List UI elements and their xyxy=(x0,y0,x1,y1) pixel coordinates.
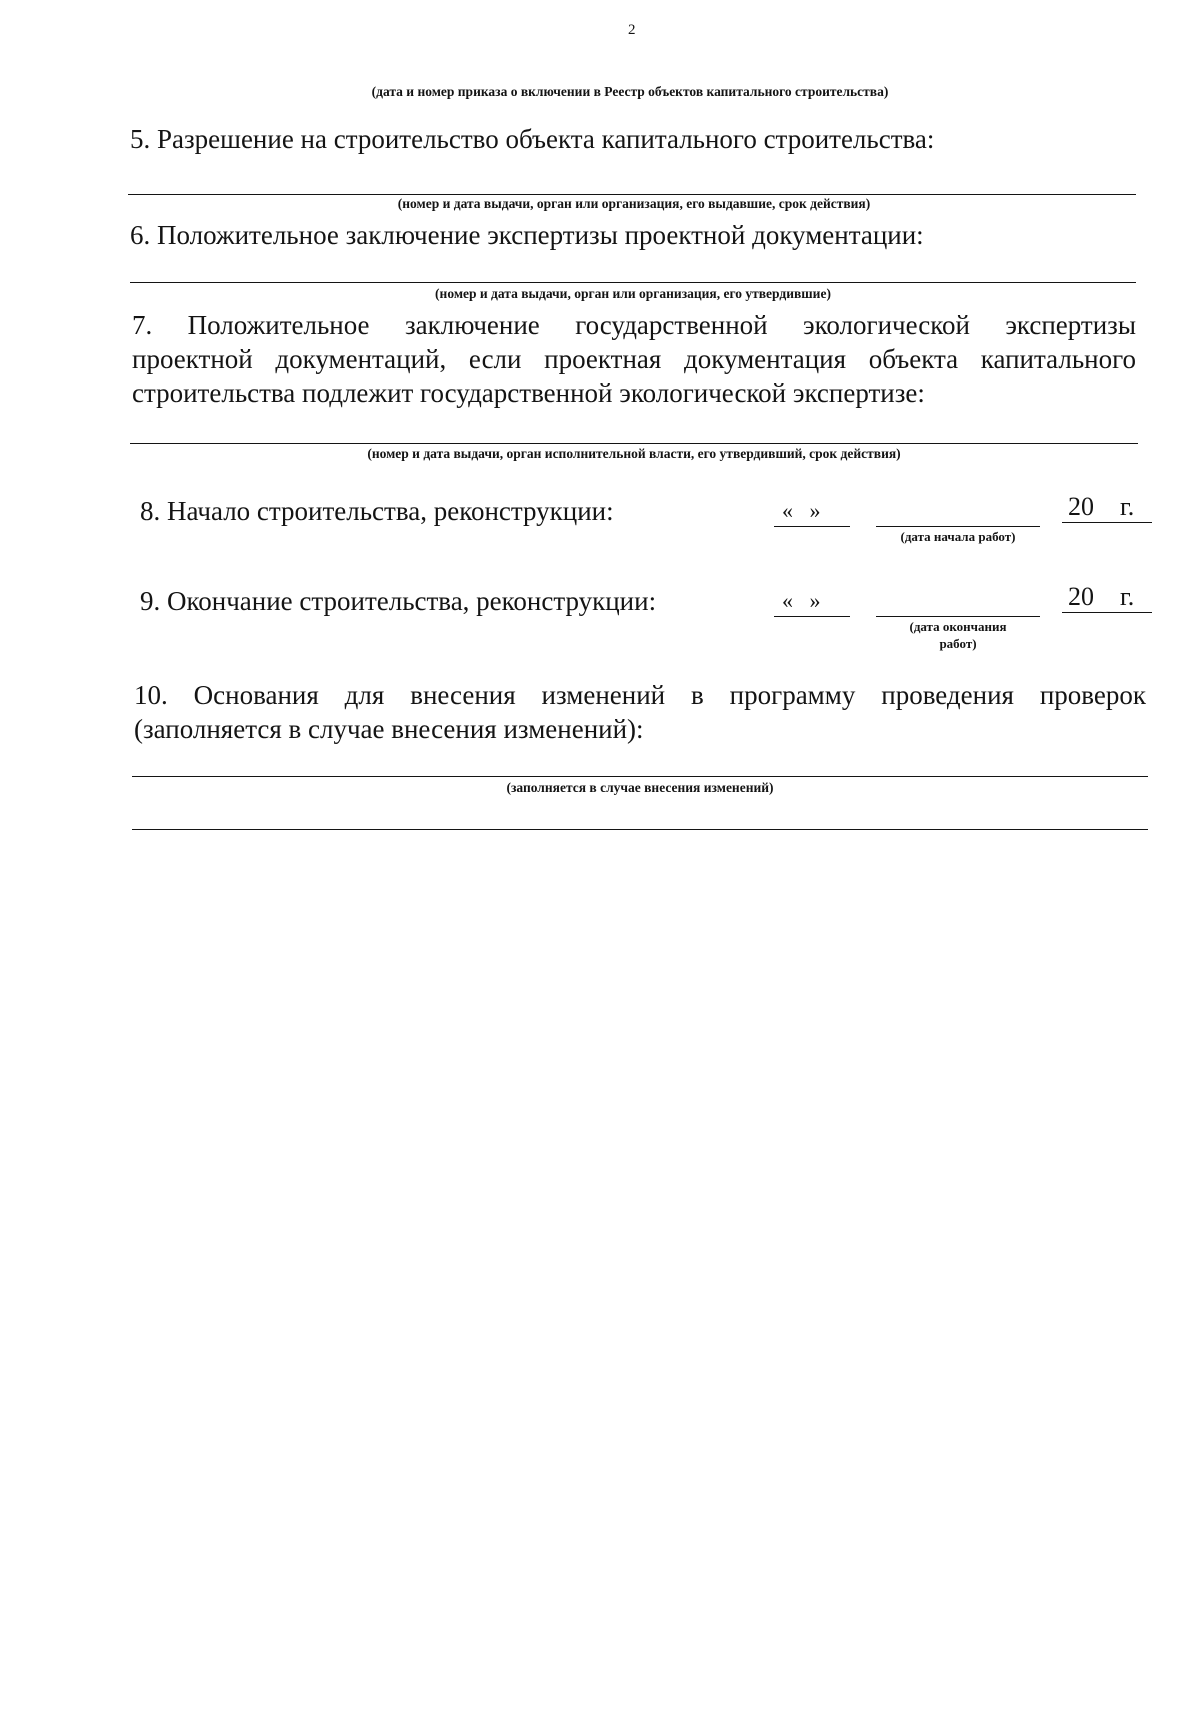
end-year-line xyxy=(1062,612,1152,613)
start-label: 8. Начало строительства, реконструкции: xyxy=(140,496,614,526)
registry-caption: (дата и номер приказа о включении в Реестр объектов капитального строительства) xyxy=(371,84,889,99)
page-number: 2 xyxy=(628,22,636,38)
changes-line-b xyxy=(132,829,1148,830)
changes-caption: (заполняется в случае внесения изменений) xyxy=(506,780,774,795)
item-7-line-1: 7. Положительное заключение государственной экологической экспертизы xyxy=(132,310,1136,340)
item-5-line xyxy=(128,194,1136,195)
changes-line-2: (заполняется в случае внесения изменений): xyxy=(134,714,644,744)
item-6-heading: 6. Положительное заключение экспертизы проектной документации: xyxy=(130,220,924,250)
item-7-line-3: строительства подлежит государственной экологической экспертизе: xyxy=(132,378,925,408)
end-month-line xyxy=(876,616,1040,617)
item-7-caption: (номер и дата выдачи, орган исполнительной власти, его утвердивший, срок действия) xyxy=(367,446,901,461)
changes-line-1: 10. Основания для внесения изменений в программу проведения проверок xyxy=(134,680,1146,710)
item-5-heading: 5. Разрешение на строительство объекта капитального строительства: xyxy=(130,124,935,154)
start-year-line xyxy=(1062,522,1152,523)
end-label: 9. Окончание строительства, реконструкции: xyxy=(140,586,657,616)
start-date-caption: (дата начала работ) xyxy=(900,529,1016,544)
start-day-line xyxy=(774,526,850,527)
start-year-prefix: 20 xyxy=(1068,492,1094,521)
item-7-line xyxy=(130,443,1138,444)
changes-line-a xyxy=(132,776,1148,777)
item-6-line xyxy=(130,282,1136,283)
item-6-caption: (номер и дата выдачи, орган или организация, его утвердившие) xyxy=(435,286,831,301)
item-5-caption: (номер и дата выдачи, орган или организация, его выдавшие, срок действия) xyxy=(397,196,871,211)
end-day-line xyxy=(774,616,850,617)
end-year-suffix: г. xyxy=(1120,582,1135,611)
end-date-caption: (дата окончания работ) xyxy=(909,619,1007,651)
item-7-line-2: проектной документаций, если проектная документация объекта капитального xyxy=(132,344,1136,374)
end-day-quotes: « » xyxy=(782,588,821,613)
start-year-suffix: г. xyxy=(1120,492,1135,521)
start-month-line xyxy=(876,526,1040,527)
start-day-quotes: « » xyxy=(782,498,821,523)
end-year-prefix: 20 xyxy=(1068,582,1094,611)
